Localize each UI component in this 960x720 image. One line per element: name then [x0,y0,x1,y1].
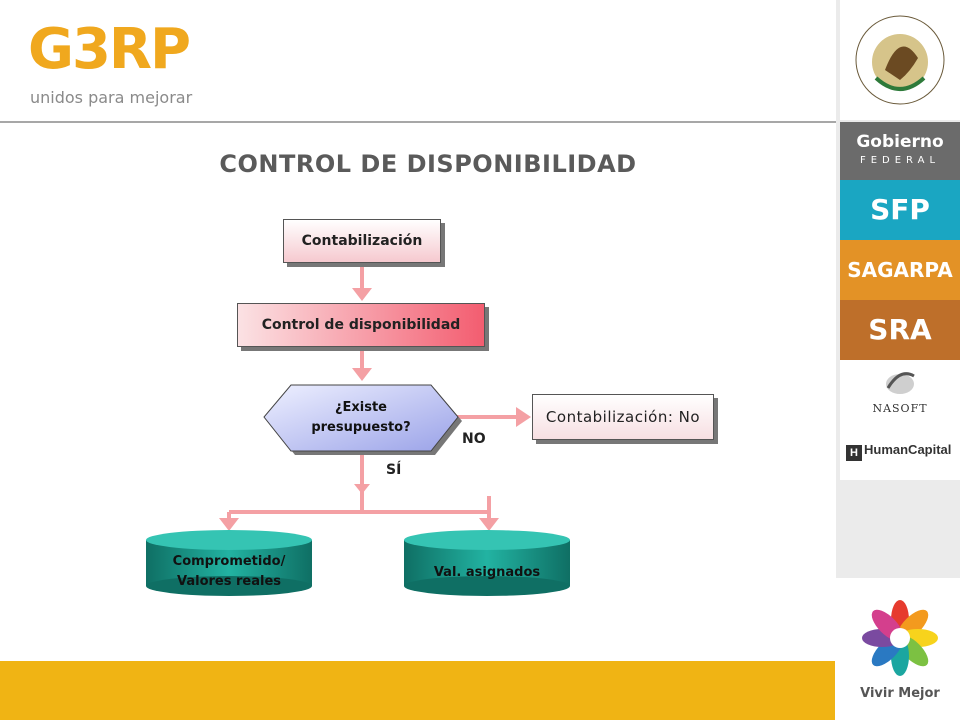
decision-line2: presupuesto? [311,420,411,435]
sagarpa-badge: SAGARPA [840,240,960,300]
humancapital-label: HumanCapital [864,442,952,457]
decision-text [270,398,452,438]
federal-label: FEDERAL [859,155,941,166]
sra-badge: SRA [840,300,960,360]
nasoft-logo: NASOFT [872,402,928,415]
step-contabilizacion-label: Contabilización [301,233,423,249]
footer-bar [0,661,835,720]
datastore-comprometido-label [146,552,312,592]
step-control-label: Control de disponibilidad [261,317,461,333]
arrow-decision-si-branch [219,453,499,531]
gobierno-federal-badge [840,122,960,180]
decision-line1: ¿Existe [334,400,388,415]
datastore-val-asignados-label: Val. asignados [433,565,541,580]
arrow-decision-to-no [454,407,531,427]
logo-tagline: unidos para mejorar [30,88,193,107]
branch-si-label: SÍ [386,462,402,478]
page-title: CONTROL DE DISPONIBILIDAD [219,150,637,178]
humancapital-logo [846,442,960,461]
store1-line2: Valores reales [176,574,281,589]
result-contabilizacion-no [532,394,714,440]
vivir-mejor-flower-icon [840,596,960,720]
store1-line1: Comprometido/ [172,554,286,569]
step-contabilizacion [283,219,441,263]
gobierno-label: Gobierno [856,132,944,152]
arrow-step1-to-step2 [352,263,372,301]
nasoft-swirl-icon [880,366,920,398]
humancapital-icon: H [846,445,862,461]
logo-wordmark: G3RP [28,17,190,82]
vivir-mejor-label: Vivir Mejor [860,686,940,701]
mexico-seal-icon [840,0,960,120]
arrow-step2-to-decision [352,348,372,381]
sfp-badge: SFP [840,180,960,240]
branch-no-label: NO [462,431,486,447]
result-no-label: Contabilización: No [545,408,701,426]
step-control-disponibilidad [237,303,485,347]
